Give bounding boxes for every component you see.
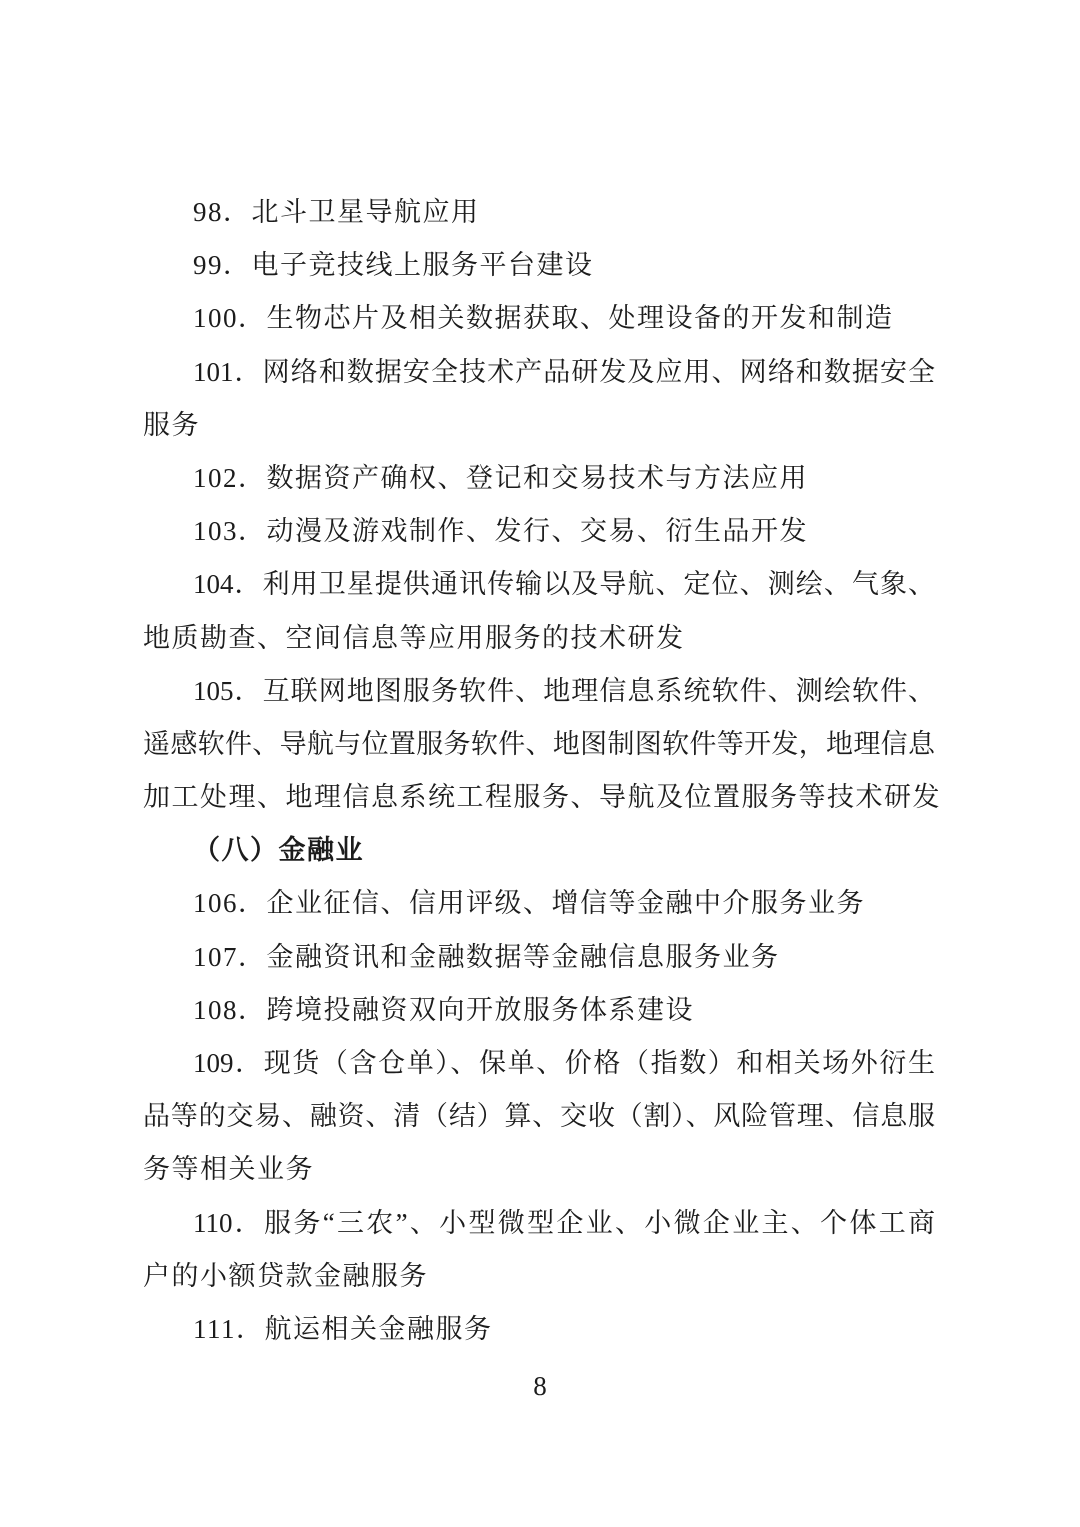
document-line xyxy=(143,505,935,558)
line-text: 户的小额贷款金融服务 xyxy=(143,1260,428,1291)
document-line xyxy=(143,1197,935,1250)
line-text: 101．网络和数据安全技术产品研发及应用、网络和数据安全 xyxy=(193,356,935,387)
document-line xyxy=(143,718,935,771)
document-line xyxy=(143,186,935,239)
line-text: 106．企业征信、信用评级、增信等金融中介服务业务 xyxy=(193,888,865,919)
document-line xyxy=(143,399,935,452)
document-line xyxy=(143,292,935,345)
document-line xyxy=(143,558,935,611)
document-line xyxy=(143,1303,935,1356)
document-line xyxy=(143,452,935,505)
line-text: 品等的交易、融资、清（结）算、交收（割）、风险管理、信息服 xyxy=(143,1101,935,1132)
document-line xyxy=(143,931,935,984)
line-text: 遥感软件、导航与位置服务软件、地图制图软件等开发，地理信息 xyxy=(143,728,935,759)
line-text: 108．跨境投融资双向开放服务体系建设 xyxy=(193,994,694,1025)
document-line xyxy=(143,239,935,292)
document-line xyxy=(143,612,935,665)
line-text: 地质勘查、空间信息等应用服务的技术研发 xyxy=(143,622,685,653)
document-line xyxy=(143,824,935,877)
line-text: 109．现货（含仓单）、保单、价格（指数）和相关场外衍生 xyxy=(193,1048,935,1078)
line-text: 107．金融资讯和金融数据等金融信息服务业务 xyxy=(193,941,780,972)
document-line xyxy=(143,1090,935,1143)
document-line xyxy=(143,1037,935,1090)
line-text: 103．动漫及游戏制作、发行、交易、衍生品开发 xyxy=(193,516,808,547)
line-text: 104．利用卫星提供通讯传输以及导航、定位、测绘、气象、 xyxy=(193,569,935,600)
document-line xyxy=(143,877,935,930)
document-line xyxy=(143,1250,935,1303)
line-text: 100．生物芯片及相关数据获取、处理设备的开发和制造 xyxy=(193,303,894,334)
line-text: 105．互联网地图服务软件、地理信息系统软件、测绘软件、 xyxy=(193,675,935,706)
document-line xyxy=(143,346,935,399)
line-text: 98．北斗卫星导航应用 xyxy=(193,197,480,227)
page-number: 8 xyxy=(533,1371,547,1401)
document-line xyxy=(143,1143,935,1196)
line-text: 加工处理、地理信息系统工程服务、导航及位置服务等技术研发 xyxy=(143,782,941,813)
line-text: 110．服务“三农”、小型微型企业、小微企业主、个体工商 xyxy=(193,1207,935,1238)
line-text: 服务 xyxy=(143,409,200,440)
document-line xyxy=(143,984,935,1037)
line-text: 99．电子竞技线上服务平台建设 xyxy=(193,250,594,281)
line-text: （八）金融业 xyxy=(193,835,364,866)
line-text: 111．航运相关金融服务 xyxy=(193,1313,493,1344)
document-body xyxy=(143,186,941,1356)
document-line xyxy=(143,771,941,824)
line-text: 102．数据资产确权、登记和交易技术与方法应用 xyxy=(193,462,808,493)
line-text: 务等相关业务 xyxy=(143,1154,314,1185)
document-line xyxy=(143,665,935,718)
